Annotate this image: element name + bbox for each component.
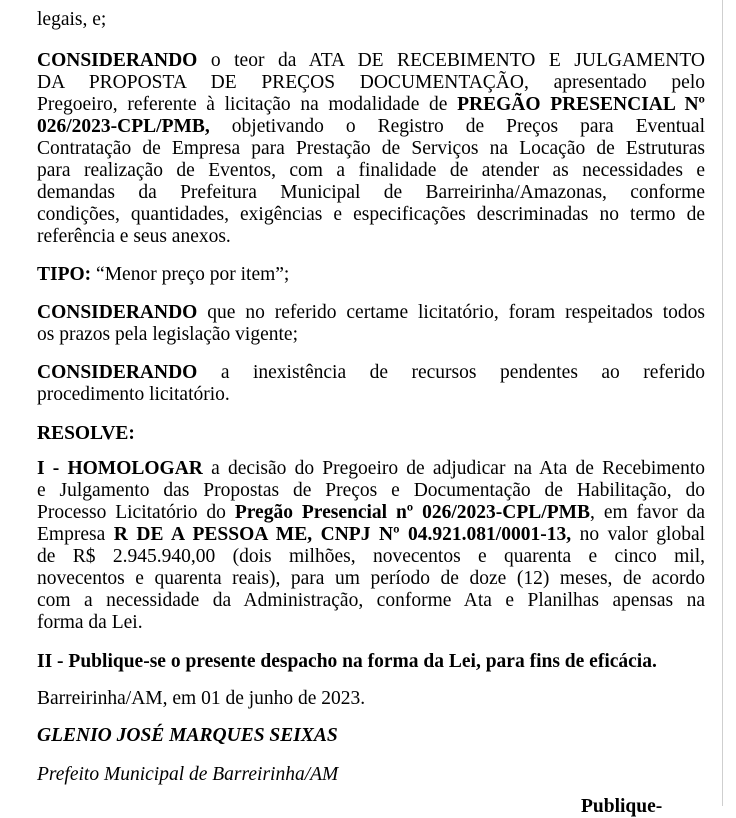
p1-line-6: para realização de Eventos, com a finalidade de atender as necessidades e <box>37 160 705 181</box>
p6-line-5: de R$ 2.945.940,00 (dois milhões, novecentos e quarenta e cinco mil, <box>37 546 705 567</box>
p1-line-1: CONSIDERANDO o teor da ATA DE RECEBIMENTO E JULGAMENTO <box>37 50 706 71</box>
paragraph-resolve <box>37 423 705 445</box>
p4-line-2: procedimento licitatório. <box>37 384 230 405</box>
publique-text: II - Publique-se o presente despacho na forma da Lei, para fins de eficácia. <box>37 651 657 672</box>
p6-line-3: Processo Licitatório do Pregão Presencial nº 026/2023-CPL/PMB, em favor da <box>37 502 705 523</box>
p3-line-1: CONSIDERANDO que no referido certame licitatório, foram respeitados todos <box>37 302 705 323</box>
paragraph-publique <box>37 651 705 673</box>
signature-title-block <box>37 764 705 786</box>
paragraph-considerando-prazos <box>37 302 705 346</box>
paragraph-considerando-recursos <box>37 362 705 406</box>
tipo-label: TIPO: <box>37 264 92 285</box>
p1-line-2: DA PROPOSTA DE PREÇOS DOCUMENTAÇÃO, apresentado pelo <box>37 72 705 93</box>
resolve-heading: RESOLVE: <box>37 423 135 444</box>
p3-line-2: os prazos pela legislação vigente; <box>37 324 298 345</box>
p4-line-1: CONSIDERANDO a inexistência de recursos pendentes ao referido <box>37 362 705 383</box>
p1-line-7: demandas da Prefeitura Municipal de Barreirinha/Amazonas, conforme <box>37 182 705 203</box>
signatory-name: GLENIO JOSÉ MARQUES SEIXAS <box>37 725 338 746</box>
p1-line-4: 026/2023-CPL/PMB, objetivando o Registro de Preços para Eventual <box>37 116 705 137</box>
considerando-lead: CONSIDERANDO <box>37 50 198 71</box>
paragraph-considerando-ata <box>37 50 705 248</box>
page-edge-divider <box>722 0 723 806</box>
paragraph-intro-fragment <box>37 9 705 31</box>
p6-line-2: e Julgamento das Propostas de Preços e Documentação de Habilitação, do <box>37 480 705 501</box>
paragraph-date <box>37 688 705 710</box>
p1-line-9: referência e seus anexos. <box>37 226 231 247</box>
intro-text: legais, e; <box>37 9 107 30</box>
tipo-value: “Menor preço por item”; <box>96 264 290 285</box>
p1-line-3: Pregoeiro, referente à licitação na modalidade de PREGÃO PRESENCIAL Nº <box>37 94 705 115</box>
date-line: Barreirinha/AM, em 01 de junho de 2023. <box>37 688 366 709</box>
p6-line-1: I - HOMOLOGAR a decisão do Pregoeiro de adjudicar na Ata de Recebimento <box>37 458 706 479</box>
p6-line-4: Empresa R DE A PESSOA ME, CNPJ Nº 04.921.081/0001-13, no valor global <box>37 524 706 545</box>
paragraph-tipo <box>37 264 705 286</box>
p1-line-8: condições, quantidades, exigências e especificações descriminadas no termo de <box>37 204 705 225</box>
p6-line-7: com a necessidade da Administração, conforme Ata e Planilhas apensas na <box>37 590 705 611</box>
signature-block <box>37 725 705 747</box>
p6-line-8: forma da Lei. <box>37 612 143 633</box>
footer-cut-text: Publique- <box>581 796 663 817</box>
signatory-title: Prefeito Municipal de Barreirinha/AM <box>37 764 339 785</box>
paragraph-homologar <box>37 458 705 634</box>
p1-line-5: Contratação de Empresa para Prestação de Serviços na Locação de Estruturas <box>37 138 705 159</box>
p6-line-6: novecentos e quarenta reais), para um período de doze (12) meses, de acordo <box>37 568 705 589</box>
